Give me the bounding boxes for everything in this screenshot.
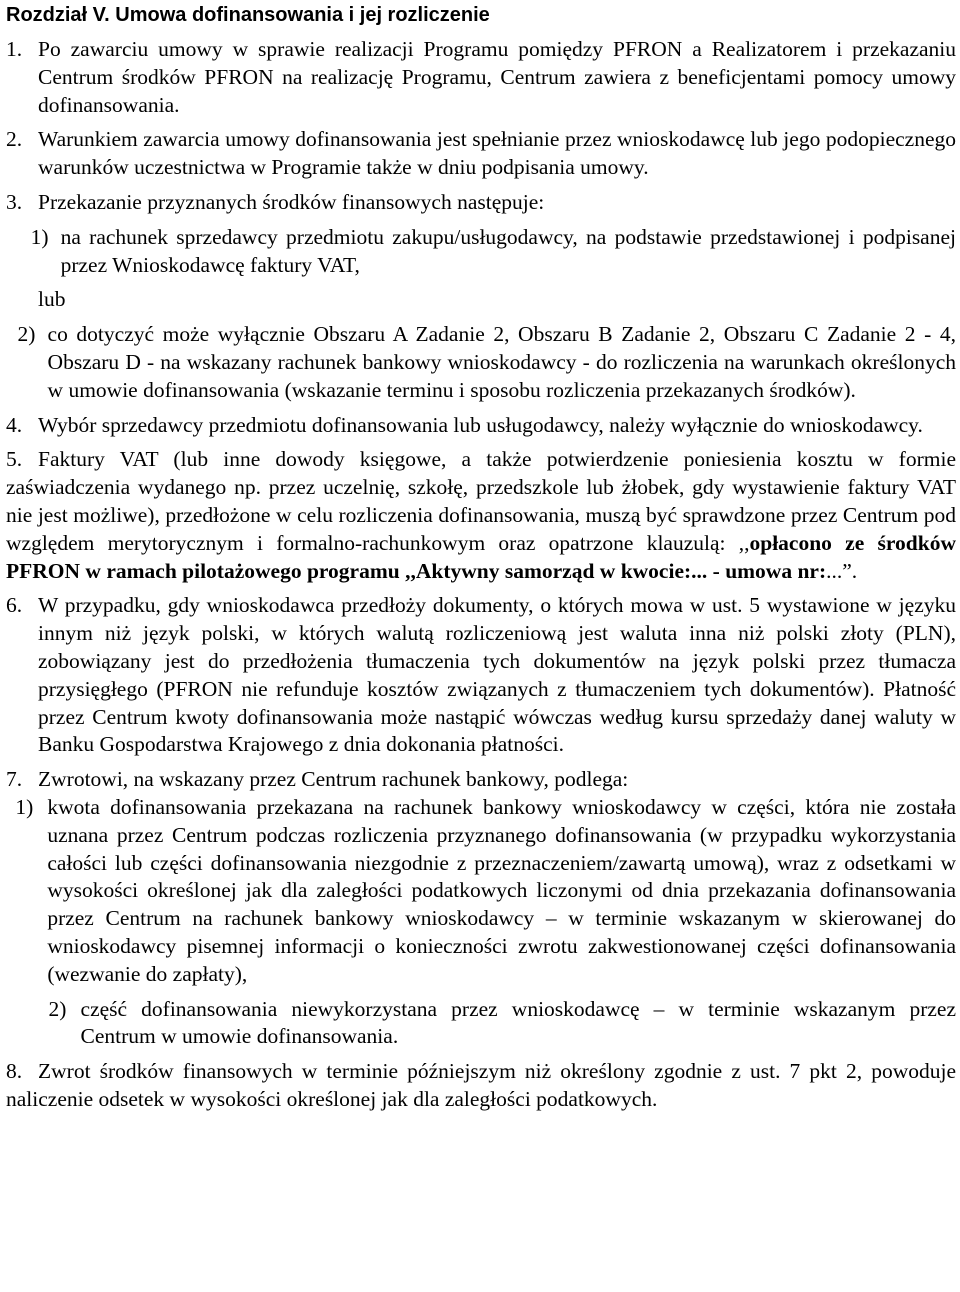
paragraph-1 [6,36,956,119]
section-title: Rozdział V. Umowa dofinansowania i jej rozliczenie [6,4,490,26]
paragraph-3-subitem-1 [6,224,956,280]
quote-open: ,, [738,530,750,555]
paragraph-text: Warunkiem zawarcia umowy dofinansowania jest spełnianie przez wnioskodawcę lub jego podopiecznego warunków uczestnictwa w Programie także w dniu podpisania umowy. [38,127,956,180]
paragraph-number: 1. [6,37,23,61]
paragraph-5 [6,446,956,585]
paragraph-number: 7. [6,767,23,792]
paragraph-text: W przypadku, gdy wnioskodawca przedłoży dokumenty, o których mowa w ust. 5 wystawione w języku innym niż język polski, w których walutą rozliczeniową jest waluta inna niż polski złoty (PLN), zobowiązany jest do przedłożenia tłumaczenia tych dokumentów na język polski przez tłumacza przysięgłego (PFRON nie refunduje kosztów związanych z tłumaczeniem tych dokumentów). Płatność przez Centrum kwoty dofinansowania może nastąpić wówczas według kursu sprzedaży danej waluty w Banku Gospodarstwa Krajowego z dnia dokonania płatności. [38,593,956,757]
paragraph-number: 2. [6,127,23,152]
paragraph-7-subitem-2 [6,996,956,1052]
paragraph-text: Zwrotowi, na wskazany przez Centrum rachunek bankowy, podlega: [38,767,629,792]
paragraph-4 [6,412,956,440]
subitem-number: 1) [30,224,49,249]
subitem-text: kwota dofinansowania przekazana na rachunek bankowy wnioskodawcy w części, która nie została uznana przez Centrum podczas rozliczenia przyznanego dofinansowania (w przypadku wykorzystania całości lub części dofinansowania niezgodnie z przeznaczeniem/zawartą umową), wraz z odsetkami w wysokości określonej jak dla zaległości podatkowych liczonymi od dnia przekazania dofinansowania przez Centrum na rachunek bankowy wnioskodawcy – w terminie wskazanym w skierowanej do wnioskodawcy pisemnej informacji o konieczności zwrotu zakwestionowanej części dofinansowania (wezwanie do zapłaty), [47,794,956,986]
paragraph-text: Faktury VAT (lub inne dowody księgowe, a także potwierdzenie poniesienia kosztu w formie zaświadczenia wydanego np. przez uczelnię, szkołę, przedszkole lub żłobek, gdy wystawienie faktury VAT nie jest możliwe), przedłożone w celu rozliczenia dofinansowania, muszą być sprawdzone przez Centrum pod względem merytorycznym i formalno-rachunkowym oraz opatrzone klauzulą: [6,447,956,555]
clause-amount: w kwocie: [594,558,692,583]
paragraph-number: 8. [6,1059,23,1084]
paragraph-8 [6,1058,956,1114]
subitem-number: 1) [15,794,34,819]
clause-agreement-number: ... - umowa nr: [691,558,827,583]
paragraph-number: 5. [6,447,23,472]
clause-tail: ...”. [826,558,858,583]
paragraph-6 [6,592,956,759]
document-page [6,0,956,1114]
paragraph-text: Po zawarciu umowy w sprawie realizacji Programu pomiędzy PFRON a Realizatorem i przekazaniu Centrum środków PFRON na realizację Programu, Centrum zawiera z beneficjentami pomocy umowy dofinansowania. [38,37,956,117]
paragraph-number: 3. [6,189,23,214]
or-connector: lub [38,287,66,312]
paragraph-3 [6,189,956,217]
paragraph-text: Wybór sprzedawcy przedmiotu dofinansowania lub usługodawcy, należy wyłącznie do wnioskodawcy. [38,412,923,437]
subitem-text: na rachunek sprzedawcy przedmiotu zakupu/usługodawcy, na podstawie przedstawionej i podpisanej przez Wnioskodawcę faktury VAT, [60,224,956,277]
paragraph-text: Zwrot środków finansowych w terminie późniejszym niż określony zgodnie z ust. 7 pkt 2, powoduje naliczenie odsetek w wysokości określonej jak dla zaległości podatkowych. [6,1059,956,1111]
paragraph-2 [6,126,956,182]
subitem-number: 2) [17,322,36,347]
paragraph-3-subitem-2 [6,321,956,404]
paragraph-text: Przekazanie przyznanych środków finansowych następuje: [38,189,545,214]
subitem-number: 2) [48,996,67,1021]
subitem-text: co dotyczyć może wyłącznie Obszaru A Zadanie 2, Obszaru B Zadanie 2, Obszaru C Zadanie 2 - 4, Obszaru D - na wskazany rachunek bankowy wnioskodawcy - do rozliczenia na warunkach określonych w umowie dofinansowania (wskazanie terminu i sposobu rozliczenia przekazanych środków). [47,322,956,402]
clause-text: opłacono ze środków PFRON w ramach pilotażowego programu [6,530,956,583]
clause-program-name: ,,Aktywny samorząd [405,558,595,583]
paragraph-7-subitem-1 [6,794,956,989]
paragraph-number: 6. [6,593,23,618]
paragraph-7 [6,766,956,794]
subitem-text: część dofinansowania niewykorzystana przez wnioskodawcę – w terminie wskazanym przez Centrum w umowie dofinansowania. [80,996,956,1049]
paragraph-number: 4. [6,412,23,437]
